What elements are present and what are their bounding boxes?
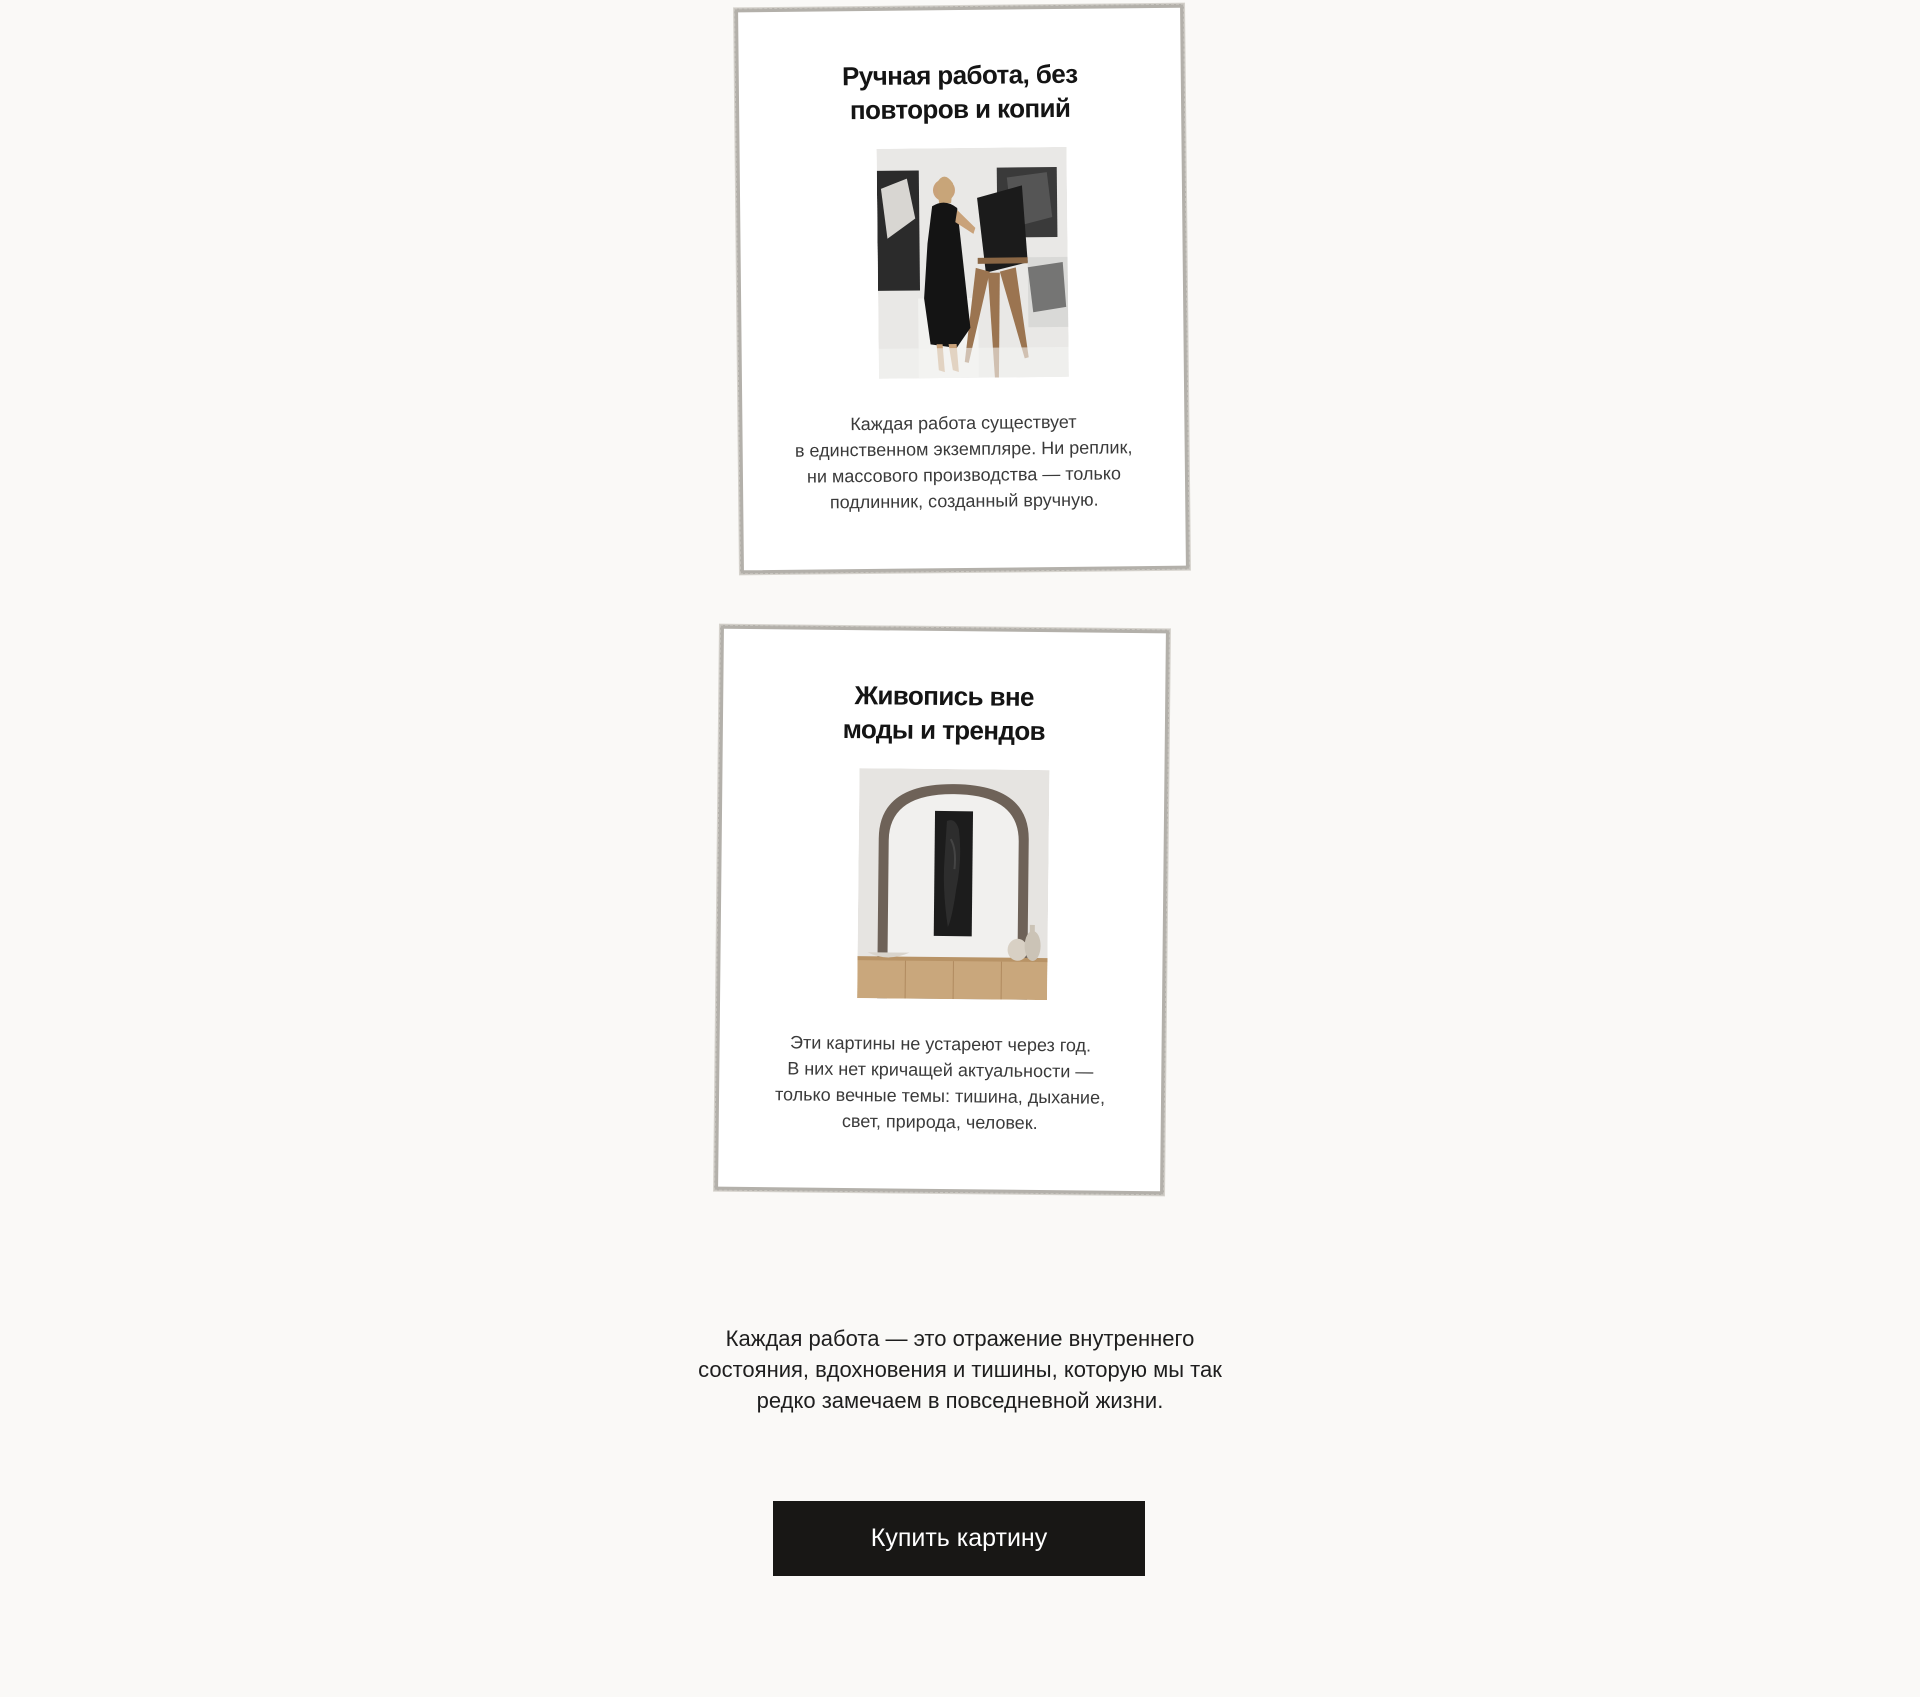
card-title: Живопись вне моды и трендов xyxy=(842,680,1046,747)
artist-painting-photo xyxy=(877,147,1069,379)
buy-painting-button[interactable]: Купить картину xyxy=(773,1501,1145,1576)
closing-paragraph: Каждая работа — это отражение внутреннего состояния, вдохновения и тишины, которую мы так редко замечаем в повседневной жизни. xyxy=(698,1326,1222,1413)
feature-card-handmade xyxy=(734,4,1190,575)
feature-card-timeless xyxy=(714,625,1170,1196)
card-description: Каждая работа существует в единственном экземпляре. Ни реплик, ни массового производства — только подлинник, созданный вручную. xyxy=(794,411,1133,513)
interior-painting-photo xyxy=(857,768,1049,1000)
card-title: Ручная работа, без повторов и копий xyxy=(841,58,1078,126)
card-description: Эти картины не устареют через год. В них нет кричащей актуальности — только вечные темы: тишина, дыхание, свет, природа, человек. xyxy=(774,1032,1106,1134)
